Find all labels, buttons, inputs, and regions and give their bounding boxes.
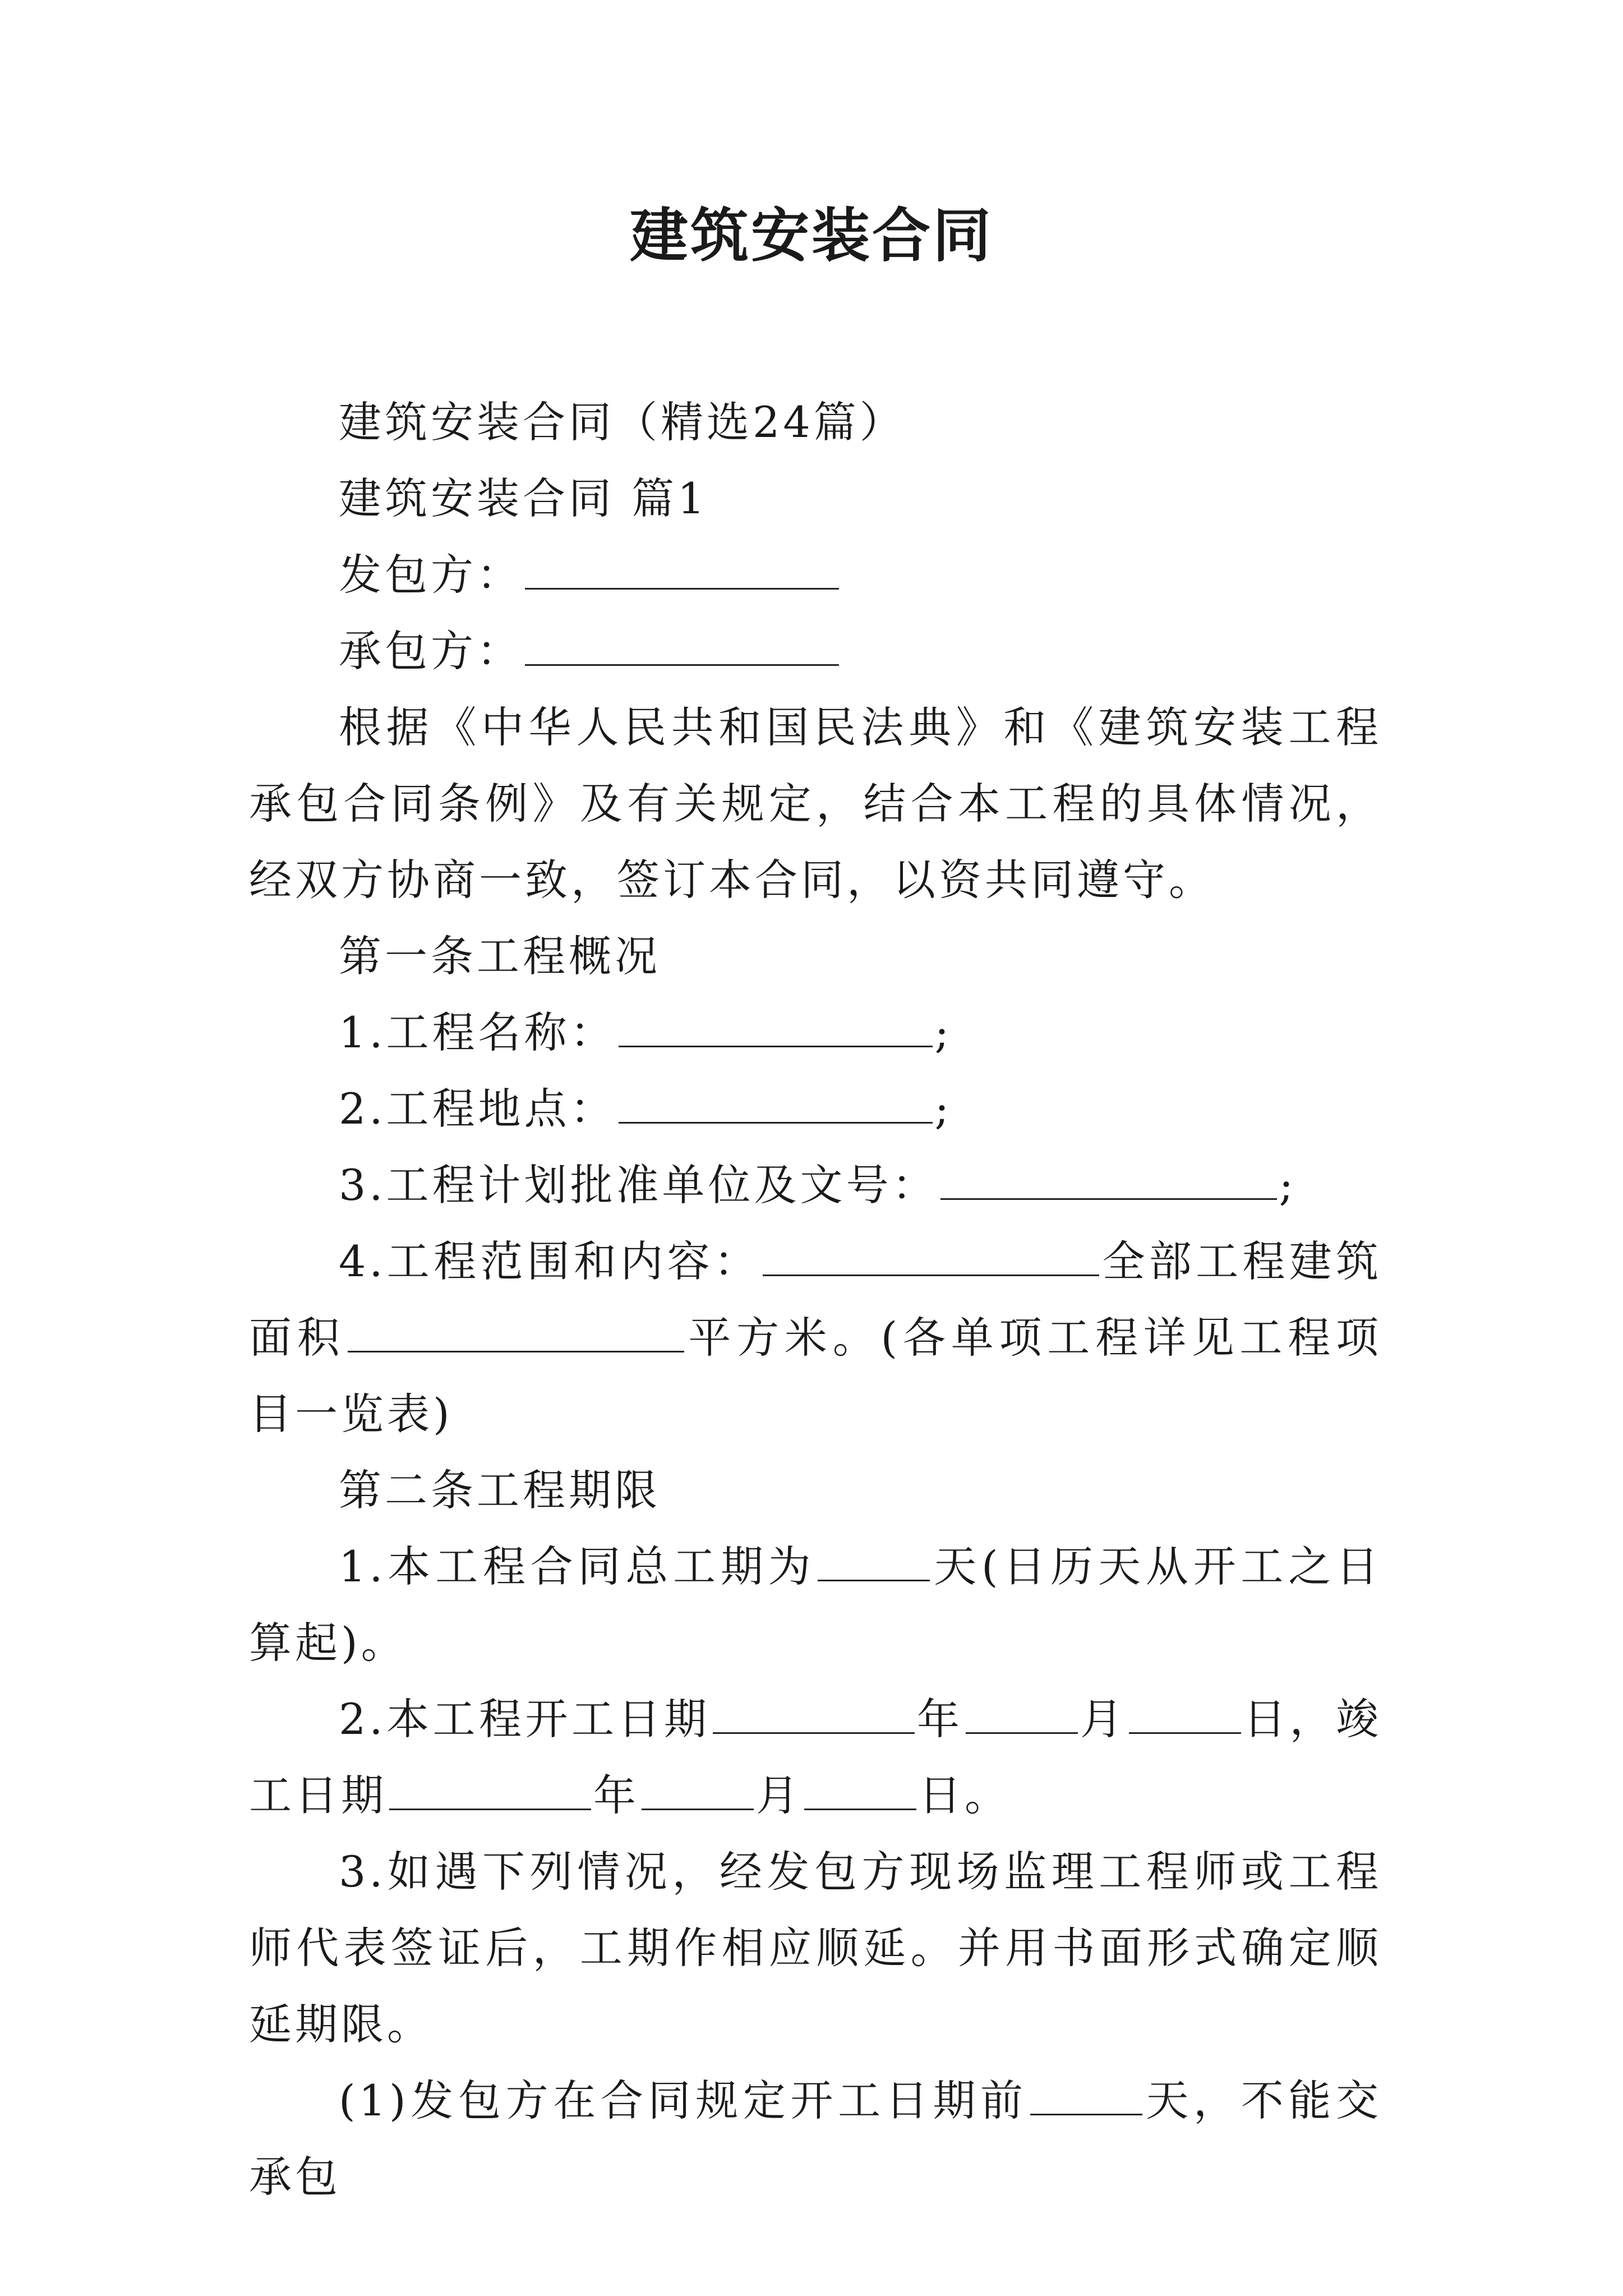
start-day-blank bbox=[1129, 1693, 1241, 1734]
semicolon: ; bbox=[934, 1084, 953, 1134]
approval-unit-blank bbox=[940, 1159, 1277, 1200]
start-month-blank bbox=[966, 1693, 1078, 1734]
item-project-scope bbox=[249, 1223, 1382, 1452]
year-label: 年 bbox=[593, 1770, 639, 1820]
total-days-blank bbox=[818, 1540, 930, 1581]
end-day-blank bbox=[804, 1769, 916, 1810]
party-a-blank bbox=[525, 549, 839, 590]
project-location-label: 2.工程地点： bbox=[339, 1084, 616, 1134]
item-extension-case-1 bbox=[249, 2063, 1382, 2215]
preamble-paragraph: 根据《中华人民共和国民法典》和《建筑安装工程承包合同条例》及有关规定，结合本工程的具体情况，经双方协商一致，签订本合同，以资共同遵守。 bbox=[249, 702, 1382, 905]
year-label: 年 bbox=[916, 1694, 963, 1744]
project-name-label: 1.工程名称： bbox=[339, 1007, 616, 1057]
end-year-blank bbox=[389, 1769, 591, 1810]
section-heading: 建筑安装合同 篇1 bbox=[339, 473, 708, 523]
start-date-label: 2.本工程开工日期 bbox=[339, 1694, 711, 1744]
project-name-blank bbox=[619, 1006, 933, 1047]
item-project-name bbox=[249, 995, 1382, 1071]
end-month-blank bbox=[642, 1769, 754, 1810]
building-area-blank bbox=[348, 1312, 684, 1352]
item-project-location bbox=[249, 1071, 1382, 1147]
project-location-blank bbox=[619, 1083, 933, 1124]
item-start-end-date bbox=[249, 1681, 1382, 1834]
item-extension-conditions: 3.如遇下列情况，经发包方现场监理工程师或工程师代表签证后，工期作相应顺延。并用书面形式确定顺延期限。 bbox=[249, 1847, 1382, 2049]
case-1-days-blank bbox=[1030, 2074, 1142, 2115]
document-title: 建筑安装合同 bbox=[629, 201, 993, 270]
item-approval-unit bbox=[249, 1147, 1382, 1223]
subtitle: 建筑安装合同（精选24篇） bbox=[339, 397, 906, 447]
completion-date-label: 日，竣工日期 bbox=[249, 1694, 1382, 1820]
total-duration-suffix: 天(日历天从开工之日算起)。 bbox=[249, 1542, 1382, 1668]
building-area-label: 全部工程建筑面积 bbox=[249, 1236, 1382, 1363]
start-year-blank bbox=[713, 1693, 915, 1734]
party-a-label: 发包方： bbox=[339, 550, 523, 600]
semicolon: ; bbox=[934, 1007, 953, 1057]
item-total-duration bbox=[249, 1529, 1382, 1681]
case-1-label: (1)发包方在合同规定开工日期前 bbox=[339, 2076, 1028, 2125]
article1-heading: 第一条工程概况 bbox=[339, 931, 661, 981]
party-b-blank bbox=[525, 625, 839, 666]
end-date-suffix: 日。 bbox=[919, 1770, 1011, 1820]
article2-heading: 第二条工程期限 bbox=[339, 1465, 661, 1515]
party-b-label: 承包方： bbox=[339, 626, 523, 676]
month-label: 月 bbox=[1080, 1694, 1127, 1744]
project-scope-blank bbox=[763, 1235, 1099, 1276]
area-unit-text: 平方米。(各单项工程详见工程项目一览表) bbox=[249, 1313, 1382, 1439]
case-1-suffix: 天，不能交承包 bbox=[249, 2076, 1382, 2202]
project-scope-label: 4.工程范围和内容： bbox=[339, 1236, 761, 1286]
total-duration-label: 1.本工程合同总工期为 bbox=[339, 1542, 816, 1591]
document-body bbox=[249, 384, 1382, 2215]
approval-unit-label: 3.工程计划批准单位及文号： bbox=[339, 1160, 938, 1210]
party-b-line bbox=[249, 613, 1382, 689]
month-label: 月 bbox=[756, 1770, 802, 1820]
party-a-line bbox=[249, 537, 1382, 613]
semicolon: ; bbox=[1279, 1160, 1297, 1210]
